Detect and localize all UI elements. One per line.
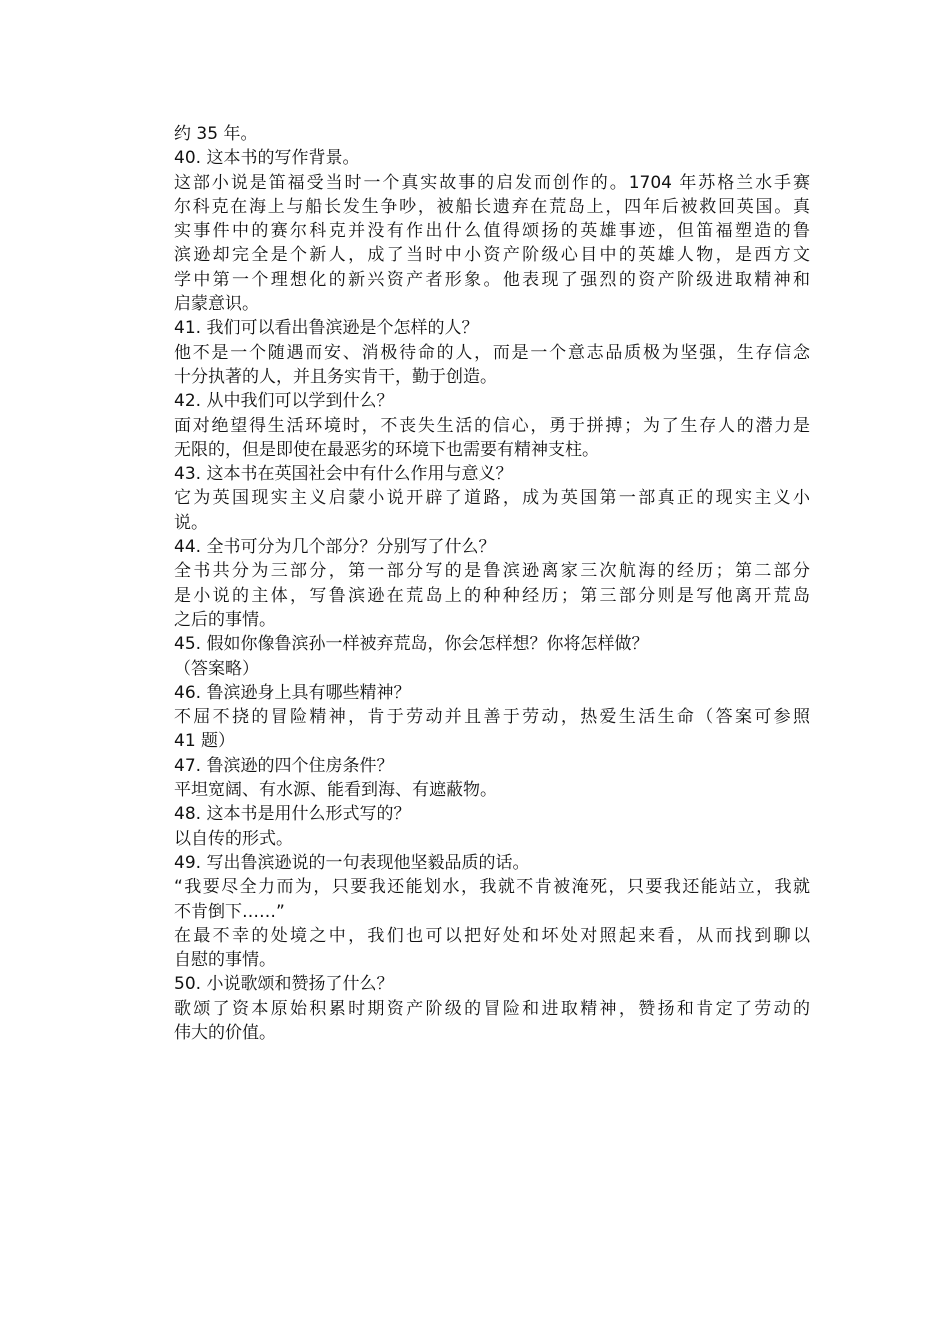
answer-line: 他不是一个随遇而安、消极待命的人，而是一个意志品质极为坚强，生存信念 xyxy=(174,342,810,363)
answer-line: 面对绝望得生活环境时，不丧失生活的信心，勇于拼搏；为了生存人的潜力是 xyxy=(174,415,810,436)
answer-line: 平坦宽阔、有水源、能看到海、有遮蔽物。 xyxy=(174,780,497,801)
answer-line: 全书共分为三部分，第一部分写的是鲁滨逊离家三次航海的经历；第二部分 xyxy=(174,561,810,582)
question-line: 50. 小说歌颂和赞扬了什么？ xyxy=(174,974,394,995)
answer-line: 歌颂了资本原始积累时期资产阶级的冒险和进取精神，赞扬和肯定了劳动的 xyxy=(174,998,810,1019)
answer-line: 学中第一个理想化的新兴资产者形象。他表现了强烈的资产阶级进取精神和 xyxy=(174,269,810,290)
question-line: 45. 假如你像鲁滨孙一样被弃荒岛，你会怎样想？你将怎样做？ xyxy=(174,634,649,655)
answer-line: 之后的事情。 xyxy=(174,609,276,630)
question-line: 46. 鲁滨逊身上具有哪些精神？ xyxy=(174,682,411,703)
answer-line: 不屈不挠的冒险精神，肯于劳动并且善于劳动，热爱生活生命（答案可参照 xyxy=(174,707,810,728)
question-line: 40. 这本书的写作背景。 xyxy=(174,148,360,169)
question-line: 49. 写出鲁滨逊说的一句表现他坚毅品质的话。 xyxy=(174,852,530,873)
answer-line: 滨逊却完全是个新人，成了当时中小资产阶级心目中的英雄人物，是西方文 xyxy=(174,245,810,266)
document-page xyxy=(174,122,810,1045)
answer-line: 说。 xyxy=(174,512,208,533)
question-line: 44. 全书可分为几个部分？分别写了什么？ xyxy=(174,537,496,558)
answer-line: 约 35 年。 xyxy=(174,124,258,144)
question-line: 48. 这本书是用什么形式写的？ xyxy=(174,804,411,825)
question-line: 41. 我们可以看出鲁滨逊是个怎样的人？ xyxy=(174,318,479,339)
answer-line: 不肯倒下……” xyxy=(174,901,285,922)
answer-line: 自慰的事情。 xyxy=(174,950,276,971)
answer-line: 无限的，但是即使在最恶劣的环境下也需要有精神支柱。 xyxy=(174,439,599,460)
question-line: 47. 鲁滨逊的四个住房条件？ xyxy=(174,755,394,776)
answer-line: “我要尽全力而为，只要我还能划水，我就不肯被淹死，只要我还能站立，我就 xyxy=(174,877,810,898)
answer-line: 它为英国现实主义启蒙小说开辟了道路，成为英国第一部真正的现实主义小 xyxy=(174,488,810,509)
answer-line: 以自传的形式。 xyxy=(174,828,293,849)
answer-line: 伟大的价值。 xyxy=(174,1022,276,1043)
answer-line: 这部小说是笛福受当时一个真实故事的启发而创作的。1704 年苏格兰水手赛 xyxy=(174,172,810,193)
answer-line: 尔科克在海上与船长发生争吵，被船长遗弃在荒岛上，四年后被救回英国。真 xyxy=(174,196,810,217)
answer-line: 在最不幸的处境之中，我们也可以把好处和坏处对照起来看，从而找到聊以 xyxy=(174,925,810,946)
answer-line: （答案略） xyxy=(174,658,259,679)
question-line: 42. 从中我们可以学到什么？ xyxy=(174,391,394,412)
answer-line: 实事件中的赛尔科克并没有作出什么值得颂扬的英雄事迹，但笛福塑造的鲁 xyxy=(174,221,810,242)
answer-line: 41 题） xyxy=(174,731,236,752)
answer-line: 是小说的主体，写鲁滨逊在荒岛上的种种经历；第三部分则是写他离开荒岛 xyxy=(174,585,810,606)
question-line: 43. 这本书在英国社会中有什么作用与意义？ xyxy=(174,464,513,485)
answer-line: 启蒙意识。 xyxy=(174,294,259,315)
answer-line: 十分执著的人，并且务实肯干，勤于创造。 xyxy=(174,366,497,387)
